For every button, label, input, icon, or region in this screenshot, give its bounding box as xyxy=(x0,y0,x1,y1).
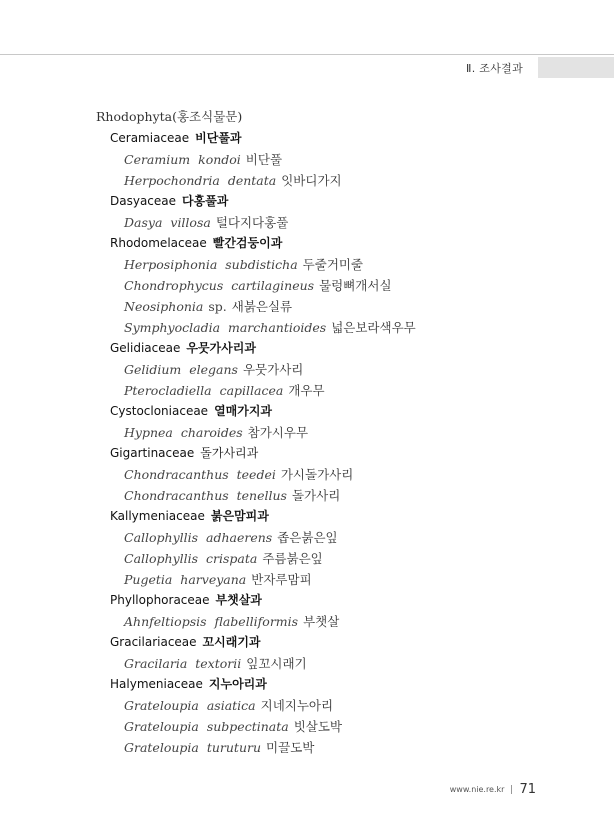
family-latin-name: Rhodomelaceae xyxy=(110,236,207,250)
species-row xyxy=(96,170,576,191)
species-korean-name: 우뭇가사리 xyxy=(242,362,304,377)
species-qualifier: sp. xyxy=(208,299,227,314)
section-header xyxy=(466,57,614,78)
family-heading xyxy=(96,674,576,695)
species-row xyxy=(96,569,576,590)
family-heading xyxy=(96,506,576,527)
section-label: Ⅱ. 조사결과 xyxy=(466,61,524,75)
family-latin-name: Phyllophoraceae xyxy=(110,593,210,607)
species-row xyxy=(96,548,576,569)
species-scientific-name: Chondracanthus teedei xyxy=(124,467,276,482)
family-korean-name: 돌가사리과 xyxy=(200,446,259,460)
species-korean-name: 좁은붉은잎 xyxy=(277,530,338,545)
species-scientific-name: Gelidium elegans xyxy=(124,362,238,377)
species-korean-name: 털다지다홍풀 xyxy=(215,215,289,230)
species-list xyxy=(96,107,576,758)
species-row xyxy=(96,653,576,674)
species-scientific-name: Hypnea charoides xyxy=(124,425,243,440)
species-row xyxy=(96,716,576,737)
family-korean-name: 빨간검둥이과 xyxy=(212,236,283,250)
species-row xyxy=(96,275,576,296)
species-korean-name: 넓은보라색우무 xyxy=(331,320,416,335)
family-heading xyxy=(96,632,576,653)
species-scientific-name: Callophyllis crispata xyxy=(124,551,258,566)
species-scientific-name: Ahnfeltiopsis flabelliformis xyxy=(124,614,299,629)
species-korean-name: 개우무 xyxy=(288,383,325,398)
section-tab-block xyxy=(538,57,614,78)
species-row xyxy=(96,464,576,485)
species-scientific-name: Symphyocladia marchantioides xyxy=(124,320,327,335)
family-latin-name: Halymeniaceae xyxy=(110,677,203,691)
species-korean-name: 새붉은실류 xyxy=(231,299,293,314)
species-korean-name: 부챗살 xyxy=(303,614,340,629)
species-scientific-name: Callophyllis adhaerens xyxy=(124,530,273,545)
species-korean-name: 두줄거미줄 xyxy=(302,257,364,272)
family-heading xyxy=(96,128,576,149)
family-korean-name: 지누아리과 xyxy=(208,677,267,691)
species-row xyxy=(96,380,576,401)
family-heading xyxy=(96,443,576,464)
species-row xyxy=(96,359,576,380)
species-korean-name: 돌가사리 xyxy=(291,488,341,503)
species-korean-name: 잇바디가지 xyxy=(281,173,342,188)
species-scientific-name: Pterocladiella capillacea xyxy=(124,383,284,398)
species-scientific-name: Grateloupia subpectinata xyxy=(124,719,289,734)
family-latin-name: Ceramiaceae xyxy=(110,131,190,145)
family-heading xyxy=(96,338,576,359)
species-row xyxy=(96,422,576,443)
species-scientific-name: Pugetia harveyana xyxy=(124,572,247,587)
family-latin-name: Gelidiaceae xyxy=(110,341,181,355)
family-korean-name: 다홍풀과 xyxy=(182,194,229,208)
phylum-heading: Rhodophyta(홍조식물문) xyxy=(96,109,243,124)
species-scientific-name: Ceramium kondoi xyxy=(124,152,241,167)
species-korean-name: 잎꼬시래기 xyxy=(246,656,307,671)
species-korean-name: 주름붉은잎 xyxy=(262,551,323,566)
species-row xyxy=(96,296,576,317)
page-number: 71 xyxy=(519,781,536,797)
species-korean-name: 참가시우무 xyxy=(247,425,309,440)
species-row xyxy=(96,254,576,275)
species-korean-name: 빗살도박 xyxy=(293,719,343,734)
family-heading xyxy=(96,233,576,254)
family-korean-name: 꼬시래기과 xyxy=(202,635,261,649)
species-row xyxy=(96,737,576,758)
species-korean-name: 가시돌가사리 xyxy=(280,467,354,482)
page-footer xyxy=(450,781,536,797)
family-latin-name: Dasyaceae xyxy=(110,194,177,208)
species-row xyxy=(96,485,576,506)
species-row xyxy=(96,149,576,170)
family-heading xyxy=(96,191,576,212)
species-korean-name: 반자루맘피 xyxy=(251,572,312,587)
species-scientific-name: Chondrophycus cartilagineus xyxy=(124,278,315,293)
family-heading xyxy=(96,590,576,611)
species-scientific-name: Chondracanthus tenellus xyxy=(124,488,287,503)
species-korean-name: 물렁뼈개서실 xyxy=(319,278,392,293)
family-korean-name: 열매가지과 xyxy=(214,404,273,418)
species-row xyxy=(96,527,576,548)
family-korean-name: 붉은맘피과 xyxy=(210,509,269,523)
species-scientific-name: Grateloupia turuturu xyxy=(124,740,262,755)
family-heading xyxy=(96,401,576,422)
family-latin-name: Gracilariaceae xyxy=(110,635,197,649)
species-scientific-name: Herposiphonia subdisticha xyxy=(124,257,298,272)
species-row xyxy=(96,212,576,233)
family-latin-name: Gigartinaceae xyxy=(110,446,195,460)
species-scientific-name: Herpochondria dentata xyxy=(124,173,277,188)
species-korean-name: 미끌도박 xyxy=(266,740,315,755)
family-latin-name: Cystocloniaceae xyxy=(110,404,209,418)
species-scientific-name: Gracilaria textorii xyxy=(124,656,242,671)
species-korean-name: 지네지누아리 xyxy=(260,698,334,713)
family-korean-name: 부챗살과 xyxy=(215,593,262,607)
species-scientific-name: Grateloupia asiatica xyxy=(124,698,256,713)
species-row xyxy=(96,611,576,632)
family-korean-name: 비단풀과 xyxy=(195,131,242,145)
header-rule xyxy=(0,54,614,55)
species-row xyxy=(96,695,576,716)
footer-url: www.nie.re.kr xyxy=(449,784,505,794)
footer-divider xyxy=(511,785,512,794)
species-scientific-name: Neosiphonia xyxy=(124,299,204,314)
family-latin-name: Kallymeniaceae xyxy=(110,509,205,523)
species-korean-name: 비단풀 xyxy=(245,152,283,167)
species-row xyxy=(96,317,576,338)
family-korean-name: 우뭇가사리과 xyxy=(186,341,256,355)
species-scientific-name: Dasya villosa xyxy=(124,215,211,230)
